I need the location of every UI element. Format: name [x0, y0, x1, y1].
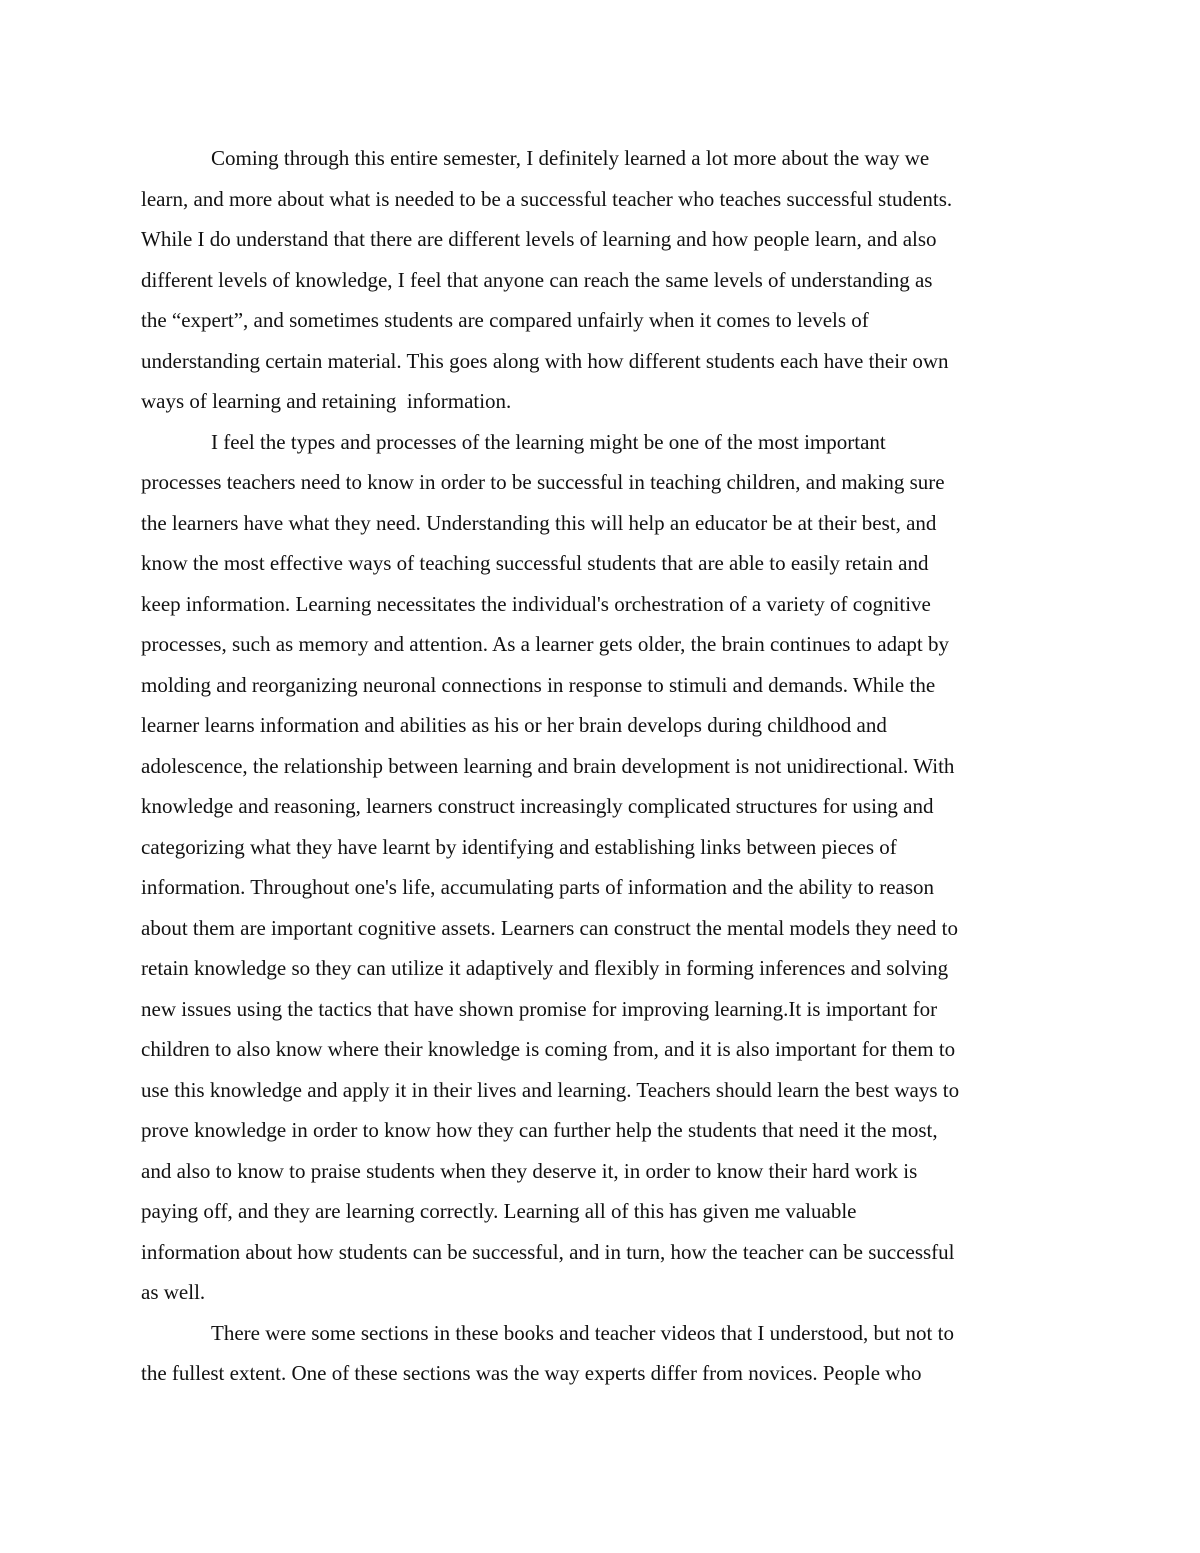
document-body [141, 138, 1061, 1394]
paragraph-line: understanding certain material. This goes along with how different students each have their own [141, 348, 949, 373]
paragraph-3 [141, 1313, 1061, 1394]
paragraph-line: I feel the types and processes of the learning might be one of the most important [211, 429, 886, 454]
paragraph-line: use this knowledge and apply it in their lives and learning. Teachers should learn the best ways to [141, 1077, 960, 1102]
paragraph-line: paying off, and they are learning correctly. Learning all of this has given me valuable [141, 1199, 857, 1223]
paragraph-line: as well. [141, 1280, 206, 1304]
paragraph-line: children to also know where their knowledge is coming from, and it is also important for them to [141, 1037, 956, 1061]
paragraph-line: and also to know to praise students when they deserve it, in order to know their hard work is [141, 1158, 918, 1183]
paragraph-line: Coming through this entire semester, I definitely learned a lot more about the way we [211, 146, 930, 170]
paragraph-2 [141, 422, 1061, 1313]
paragraph-line: processes teachers need to know in order to be successful in teaching children, and making sure [141, 470, 945, 494]
paragraph-line: the learners have what they need. Understanding this will help an educator be at their best, and [141, 510, 937, 535]
paragraph-line: learn, and more about what is needed to be a successful teacher who teaches successful students. [141, 186, 953, 211]
paragraph-line: molding and reorganizing neuronal connections in response to stimuli and demands. While the [141, 672, 936, 697]
paragraph-line: There were some sections in these books and teacher videos that I understood, but not to [211, 1320, 954, 1345]
paragraph-line: knowledge and reasoning, learners construct increasingly complicated structures for using and [141, 794, 934, 818]
paragraph-line: the “expert”, and sometimes students are compared unfairly when it comes to levels of [141, 308, 869, 332]
paragraph-line: prove knowledge in order to know how they can further help the students that need it the most, [141, 1118, 938, 1142]
paragraph-line: ways of learning and retaining information. [141, 389, 512, 413]
paragraph-line: know the most effective ways of teaching successful students that are able to easily retain and [141, 551, 929, 575]
paragraph-line: the fullest extent. One of these sections was the way experts differ from novices. People who [141, 1361, 922, 1385]
paragraph-line: about them are important cognitive assets. Learners can construct the mental models they need to [141, 915, 958, 940]
paragraph-line: learner learns information and abilities as his or her brain develops during childhood and [141, 713, 887, 737]
paragraph-line: While I do understand that there are different levels of learning and how people learn, and also [141, 227, 937, 251]
paragraph-line: information. Throughout one's life, accumulating parts of information and the ability to reason [141, 875, 935, 899]
paragraph-line: processes, such as memory and attention. As a learner gets older, the brain continues to adapt by [141, 632, 950, 656]
paragraph-line: categorizing what they have learnt by identifying and establishing links between pieces of [141, 834, 897, 859]
paragraph-line: different levels of knowledge, I feel that anyone can reach the same levels of understanding as [141, 267, 933, 292]
paragraph-line: retain knowledge so they can utilize it adaptively and flexibly in forming inferences and solving [141, 956, 949, 980]
paragraph-line: keep information. Learning necessitates the individual's orchestration of a variety of cognitive [141, 591, 931, 616]
paragraph-line: adolescence, the relationship between learning and brain development is not unidirectional. With [141, 753, 955, 778]
paragraph-1 [141, 138, 1061, 422]
paragraph-line: information about how students can be successful, and in turn, how the teacher can be successful [141, 1239, 955, 1264]
paragraph-line: new issues using the tactics that have shown promise for improving learning.It is important for [141, 996, 938, 1021]
